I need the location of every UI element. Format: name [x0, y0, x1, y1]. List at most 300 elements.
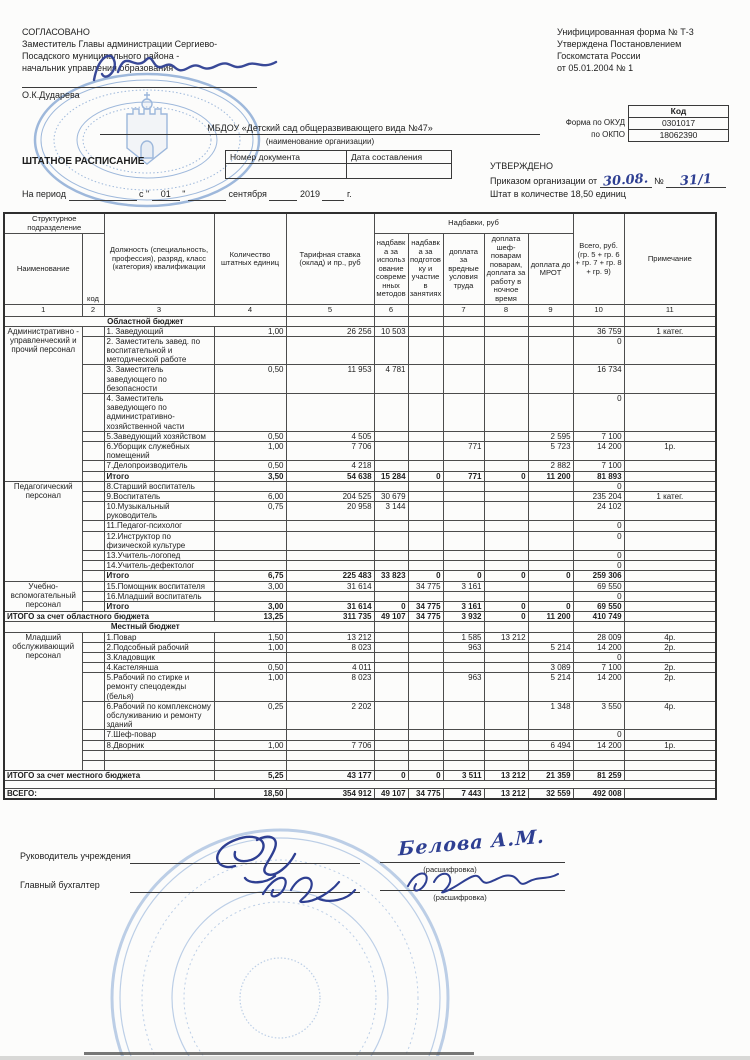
total-cell: 14 200: [573, 673, 624, 702]
col-num: 4: [214, 305, 286, 317]
note-cell: [624, 581, 716, 591]
position-cell: 1.Повар: [104, 632, 214, 642]
organization-caption: (наименование организации): [265, 137, 375, 146]
code-cell: [82, 740, 104, 750]
empty-cell: [484, 316, 528, 326]
count-cell: [214, 591, 286, 601]
accountant-decode-ink: [400, 862, 575, 898]
a3-cell: [443, 531, 484, 550]
count-cell: 0,50: [214, 663, 286, 673]
a1-cell: [374, 701, 408, 730]
accountant-signature-ink: [255, 864, 365, 906]
period-day: 01: [152, 189, 180, 201]
rate-cell: 20 958: [286, 502, 374, 521]
rate-cell: [286, 652, 374, 662]
a3-cell: [443, 750, 484, 760]
a2-cell: [408, 760, 443, 770]
total-cell: 0: [573, 481, 624, 491]
form-ref-line: Госкомстата России: [557, 50, 641, 61]
total-total-cell: 410 749: [573, 612, 624, 622]
total-a4-cell: 0: [484, 612, 528, 622]
total-cell: 3 550: [573, 701, 624, 730]
rate-cell: [286, 531, 374, 550]
position-row: [4, 531, 716, 550]
code-cell: [82, 701, 104, 730]
a4-cell: [484, 521, 528, 531]
position-cell: 9.Воспитатель: [104, 491, 214, 501]
total-a2-cell: 34 775: [408, 612, 443, 622]
rate-cell: 13 212: [286, 632, 374, 642]
a1-cell: 10 503: [374, 326, 408, 336]
a1-cell: [374, 431, 408, 441]
a3-cell: 963: [443, 673, 484, 702]
note-cell: 1 катег.: [624, 491, 716, 501]
note-cell: 4р.: [624, 701, 716, 730]
total-a1-cell: 0: [374, 770, 408, 780]
rate-cell: 4 505: [286, 431, 374, 441]
a5-cell: 2 595: [528, 431, 573, 441]
rate-cell: [286, 730, 374, 740]
total-a2-cell: 0: [408, 770, 443, 780]
a5-cell: [528, 632, 573, 642]
period-blank: [269, 189, 297, 201]
a1-cell: [374, 481, 408, 491]
position-cell: 6.Уборщик служебных помещений: [104, 441, 214, 460]
position-row: [4, 632, 716, 642]
code-cell: [82, 521, 104, 531]
a4-cell: [484, 750, 528, 760]
header-position: Должность (специальность, профессия), разряд, класс (категория) квалификации: [104, 213, 214, 305]
rate-cell: 2 202: [286, 701, 374, 730]
a2-cell: 0: [408, 571, 443, 581]
okpo-label: по ОКПО: [591, 130, 625, 139]
note-cell: [624, 612, 716, 622]
a2-cell: [408, 740, 443, 750]
position-cell: 8.Старший воспитатель: [104, 481, 214, 491]
approval-line: Заместитель Главы администрации Сергиево-: [22, 38, 218, 49]
a1-cell: [374, 591, 408, 601]
count-cell: 0,50: [214, 461, 286, 471]
a4-cell: [484, 701, 528, 730]
rate-cell: [286, 591, 374, 601]
budget-section-label: Областной бюджет: [4, 316, 286, 326]
a5-cell: [528, 652, 573, 662]
a1-cell: [374, 730, 408, 740]
position-row: [4, 394, 716, 432]
doc-date-label: Дата составления: [347, 151, 452, 164]
total-cell: 81 893: [573, 471, 624, 481]
col-num: 8: [484, 305, 528, 317]
staff-count: 18,50: [570, 188, 594, 199]
note-cell: [624, 770, 716, 780]
budget-section-row: [4, 316, 716, 326]
count-cell: 1,50: [214, 632, 286, 642]
group-name-cell: Младший обслуживающий персонал: [4, 632, 82, 770]
scan-edge: [0, 1056, 750, 1060]
code-cell: [82, 365, 104, 394]
a2-cell: [408, 663, 443, 673]
a1-cell: [374, 673, 408, 702]
empty-cell: [374, 622, 408, 632]
a3-cell: [443, 336, 484, 365]
group-name-cell: Учебно-вспомогательный персонал: [4, 581, 82, 612]
a3-cell: [443, 394, 484, 432]
rate-cell: [286, 336, 374, 365]
a1-cell: [374, 740, 408, 750]
total-rate-cell: 43 177: [286, 770, 374, 780]
empty-cell: [573, 316, 624, 326]
total-cell: 36 759: [573, 326, 624, 336]
a5-cell: [528, 336, 573, 365]
header-code: код: [82, 234, 104, 305]
a5-cell: [528, 531, 573, 550]
total-rate-cell: 311 735: [286, 612, 374, 622]
count-cell: [214, 481, 286, 491]
total-cell: 0: [573, 561, 624, 571]
col-num: 10: [573, 305, 624, 317]
position-row: [4, 730, 716, 740]
total-cell: 0: [573, 551, 624, 561]
empty-cell: [408, 622, 443, 632]
order-num-blank: [666, 171, 726, 189]
position-cell: 2. Заместитель завед. по воспитательной и методической работе: [104, 336, 214, 365]
rate-cell: 4 011: [286, 663, 374, 673]
position-row: [4, 760, 716, 770]
header-rate: Тарифная ставка (оклад) и пр., руб: [286, 213, 374, 305]
a3-cell: [443, 481, 484, 491]
note-cell: [624, 571, 716, 581]
a3-cell: 0: [443, 571, 484, 581]
total-cell: 7 100: [573, 431, 624, 441]
a3-cell: 963: [443, 642, 484, 652]
a1-cell: 33 823: [374, 571, 408, 581]
total-cell: 69 550: [573, 601, 624, 611]
doc-number-value: [226, 164, 347, 179]
total-label: ИТОГО за счет областного бюджета: [4, 612, 214, 622]
a2-cell: [408, 730, 443, 740]
rate-cell: [286, 760, 374, 770]
empty-cell: [443, 316, 484, 326]
position-row: [4, 642, 716, 652]
note-cell: 4р.: [624, 632, 716, 642]
position-cell: [104, 760, 214, 770]
a4-cell: [484, 730, 528, 740]
count-cell: 1,00: [214, 326, 286, 336]
a1-cell: [374, 663, 408, 673]
empty-cell: [573, 622, 624, 632]
col-num: [408, 305, 443, 317]
a2-cell: [408, 750, 443, 760]
total-row: [4, 612, 716, 622]
quote-close: ": [182, 189, 186, 200]
doc-number-table: [225, 150, 452, 179]
form-ref-line: Утверждена Постановлением: [557, 38, 682, 49]
position-cell: 2.Подсобный рабочий: [104, 642, 214, 652]
rate-cell: 225 483: [286, 571, 374, 581]
header-allowance-1: надбавка за использование современных методов: [374, 234, 408, 305]
total-a1-cell: 49 107: [374, 788, 408, 799]
total-cell: 0: [573, 531, 624, 550]
a5-cell: 0: [528, 571, 573, 581]
a3-cell: [443, 760, 484, 770]
total-a4-cell: 13 212: [484, 788, 528, 799]
a2-cell: [408, 701, 443, 730]
a2-cell: [408, 591, 443, 601]
total-cell: 259 306: [573, 571, 624, 581]
note-cell: [624, 521, 716, 531]
code-box: [628, 106, 729, 142]
col-num: 5: [286, 305, 374, 317]
rate-cell: 204 525: [286, 491, 374, 501]
count-cell: 0,50: [214, 431, 286, 441]
position-row: [4, 502, 716, 521]
a1-cell: [374, 581, 408, 591]
count-cell: 6,00: [214, 491, 286, 501]
position-row: [4, 365, 716, 394]
approved-block: [490, 161, 745, 201]
code-box-header: Код: [628, 105, 729, 118]
header-allowances: Надбавки, руб: [374, 213, 573, 234]
a3-cell: [443, 461, 484, 471]
approval-signer: О.К.Дударева: [22, 89, 80, 100]
a3-cell: [443, 521, 484, 531]
position-row: [4, 336, 716, 365]
count-cell: 0,50: [214, 365, 286, 394]
empty-cell: [484, 622, 528, 632]
total-a5-cell: 32 559: [528, 788, 573, 799]
a1-cell: 15 284: [374, 471, 408, 481]
rate-cell: 26 256: [286, 326, 374, 336]
a5-cell: [528, 730, 573, 740]
a1-cell: [374, 652, 408, 662]
a2-cell: [408, 652, 443, 662]
a5-cell: 1 348: [528, 701, 573, 730]
count-cell: [214, 394, 286, 432]
position-cell: 8.Дворник: [104, 740, 214, 750]
period-blank: [69, 189, 137, 201]
position-cell: [104, 750, 214, 760]
count-cell: [214, 561, 286, 571]
code-cell: [82, 461, 104, 471]
a2-cell: [408, 461, 443, 471]
a2-cell: [408, 673, 443, 702]
position-cell: Итого: [104, 601, 214, 611]
col-num: 7: [443, 305, 484, 317]
a3-cell: [443, 730, 484, 740]
note-cell: 2р.: [624, 642, 716, 652]
code-cell: [82, 663, 104, 673]
a5-cell: [528, 326, 573, 336]
a5-cell: [528, 491, 573, 501]
total-a1-cell: 49 107: [374, 612, 408, 622]
total-cell: 235 204: [573, 491, 624, 501]
position-row: [4, 701, 716, 730]
form-ref-line: Унифицированная форма № Т-3: [557, 27, 694, 37]
count-cell: 1,00: [214, 673, 286, 702]
total-cell: 14 200: [573, 441, 624, 460]
accountant-label: Главный бухгалтер: [20, 880, 100, 890]
group-name-cell: Педагогический персонал: [4, 481, 82, 581]
a3-cell: [443, 365, 484, 394]
a2-cell: [408, 632, 443, 642]
total-cell: 7 100: [573, 663, 624, 673]
count-cell: 0,75: [214, 502, 286, 521]
a2-cell: [408, 531, 443, 550]
total-cell: 14 200: [573, 642, 624, 652]
note-cell: [624, 431, 716, 441]
empty-cell: [624, 622, 716, 632]
a2-cell: [408, 336, 443, 365]
a4-cell: [484, 581, 528, 591]
header-allowance-3: доплата за вредные условия труда: [443, 234, 484, 305]
a4-cell: [484, 481, 528, 491]
position-cell: 7.Делопроизводитель: [104, 461, 214, 471]
a4-cell: [484, 394, 528, 432]
rate-cell: 11 953: [286, 365, 374, 394]
a3-cell: [443, 701, 484, 730]
total-cell: 69 550: [573, 581, 624, 591]
code-cell: [82, 642, 104, 652]
position-cell: 10.Музыкальный руководитель: [104, 502, 214, 521]
code-cell: [82, 336, 104, 365]
rate-cell: [286, 551, 374, 561]
empty-cell: [443, 622, 484, 632]
position-cell: 5.Рабочий по стирке и ремонту спецодежды (белья): [104, 673, 214, 702]
a3-cell: [443, 591, 484, 601]
doc-number-empty-row: [226, 164, 452, 179]
count-cell: [214, 551, 286, 561]
total-label: ВСЕГО:: [4, 788, 214, 799]
code-cell: [82, 481, 104, 491]
director-label: Руководитель учреждения: [20, 851, 131, 861]
total-a2-cell: 34 775: [408, 788, 443, 799]
total-cell: 7 100: [573, 461, 624, 471]
a5-cell: 3 089: [528, 663, 573, 673]
code-cell: [82, 632, 104, 642]
count-cell: 1,00: [214, 642, 286, 652]
a3-cell: [443, 551, 484, 561]
a2-cell: [408, 441, 443, 460]
period-month: сентября: [228, 189, 267, 200]
total-total-cell: 492 008: [573, 788, 624, 799]
code-cell: [82, 730, 104, 740]
order-num-label: №: [654, 176, 664, 186]
count-cell: 1,00: [214, 441, 286, 460]
a2-cell: [408, 551, 443, 561]
a2-cell: [408, 326, 443, 336]
a4-cell: 0: [484, 471, 528, 481]
order-date-blank: [600, 171, 652, 190]
empty-cell: [528, 622, 573, 632]
note-cell: [624, 394, 716, 432]
position-row: [4, 441, 716, 460]
total-row: [4, 770, 716, 780]
header-struct: Структурное подразделение: [4, 213, 104, 234]
position-row: [4, 461, 716, 471]
total-cell: 0: [573, 652, 624, 662]
a1-cell: [374, 561, 408, 571]
total-cell: 28 009: [573, 632, 624, 642]
a1-cell: [374, 760, 408, 770]
rate-cell: 31 614: [286, 581, 374, 591]
col-num: 3: [104, 305, 214, 317]
approval-line: Посадского муниципального района -: [22, 50, 180, 61]
rate-cell: 7 706: [286, 441, 374, 460]
a2-cell: [408, 481, 443, 491]
a3-cell: [443, 663, 484, 673]
total-count-cell: 5,25: [214, 770, 286, 780]
a5-cell: 0: [528, 601, 573, 611]
a5-cell: [528, 561, 573, 571]
note-cell: 1р.: [624, 740, 716, 750]
empty-cell: [374, 316, 408, 326]
a5-cell: 11 200: [528, 471, 573, 481]
note-cell: [624, 591, 716, 601]
a4-cell: [484, 502, 528, 521]
total-a4-cell: 13 212: [484, 770, 528, 780]
okpo-value: 18062390: [628, 129, 729, 142]
a1-cell: [374, 642, 408, 652]
approval-title: СОГЛАСОВАНО: [22, 27, 90, 37]
note-cell: 1 катег.: [624, 326, 716, 336]
group-name-cell: Административно - управленческий и прочий персонал: [4, 326, 82, 481]
rate-cell: [286, 394, 374, 432]
code-cell: [82, 561, 104, 571]
total-a5-cell: 11 200: [528, 612, 573, 622]
rate-cell: 31 614: [286, 601, 374, 611]
count-cell: 3,00: [214, 601, 286, 611]
note-cell: [624, 365, 716, 394]
header-numbers-row: [4, 305, 716, 317]
a3-cell: 1 585: [443, 632, 484, 642]
position-cell: 11.Педагог-психолог: [104, 521, 214, 531]
a1-cell: [374, 632, 408, 642]
a4-cell: [484, 551, 528, 561]
count-cell: [214, 521, 286, 531]
a4-cell: [484, 431, 528, 441]
total-count-cell: 18,50: [214, 788, 286, 799]
position-cell: 1. Заведующий: [104, 326, 214, 336]
count-cell: 3,00: [214, 581, 286, 591]
a3-cell: [443, 652, 484, 662]
empty-cell: [528, 316, 573, 326]
col-num: 6: [374, 305, 408, 317]
rate-cell: 4 218: [286, 461, 374, 471]
header-row-1: [4, 213, 716, 234]
total-a3-cell: 3 932: [443, 612, 484, 622]
staff-prefix: Штат в количестве: [490, 188, 569, 199]
a5-cell: [528, 750, 573, 760]
count-cell: [214, 730, 286, 740]
position-cell: 4.Кастелянша: [104, 663, 214, 673]
code-cell: [82, 591, 104, 601]
empty-cell: [286, 622, 374, 632]
a3-cell: 771: [443, 471, 484, 481]
code-cell: [82, 441, 104, 460]
a1-cell: 30 679: [374, 491, 408, 501]
note-cell: [624, 471, 716, 481]
position-row: [4, 581, 716, 591]
position-cell: 14.Учитель-дефектолог: [104, 561, 214, 571]
okud-label: Форма по ОКУД: [565, 118, 625, 127]
staffing-table: [3, 212, 717, 800]
code-cell: [82, 581, 104, 591]
position-cell: 4. Заместитель заведующего по административно-хозяйственной части: [104, 394, 214, 432]
a1-cell: [374, 461, 408, 471]
position-row: [4, 551, 716, 561]
budget-section-row: [4, 622, 716, 632]
decode-caption: (расшифровка): [433, 893, 487, 902]
